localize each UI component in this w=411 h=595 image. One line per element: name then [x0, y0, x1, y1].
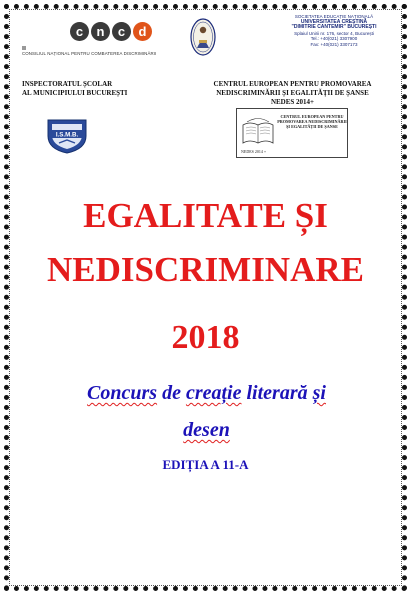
cncd-subtitle: CONSILIUL NAȚIONAL PENTRU COMBATEREA DISCRIMINĂRII	[22, 51, 157, 56]
main-title-line-1: EGALITATE ȘI	[83, 196, 328, 235]
university-fax: Fax: +40(021) 3307173	[310, 41, 358, 47]
contest-word: creație	[185, 382, 242, 404]
cncd-mark-icon	[22, 46, 26, 50]
cncd-letter: d	[133, 22, 152, 41]
cep-line: NEDES 2014+	[270, 98, 315, 106]
cncd-letter: c	[70, 22, 89, 41]
isj-line: AL MUNICIPIULUI BUCUREȘTI	[22, 89, 128, 97]
contest-subtitle-line-2	[40, 417, 373, 443]
contest-word: de	[157, 382, 186, 404]
university-line: SOCIETATEA EDUCAȚIE NAȚIONALĂ	[294, 14, 374, 19]
cep-line: NEDISCRIMINĂRII ȘI EGALITĂȚII DE ȘANSE	[216, 89, 369, 97]
cep-line: CENTRUL EUROPEAN PENTRU PROMOVAREA	[213, 80, 372, 88]
cncd-logo	[22, 22, 162, 64]
contest-word: și	[312, 382, 326, 404]
isj-line: INSPECTORATUL ȘCOLAR	[22, 80, 113, 88]
university-street: Splaiul Unirii nr. 176, sector 4, București	[294, 30, 374, 36]
cncd-letter: c	[112, 22, 131, 41]
cncd-letters	[70, 22, 152, 41]
edition-label: EDIȚIA A 11-A	[162, 457, 249, 472]
contest-word: Concurs	[87, 382, 158, 404]
cep-box-nedes: NEDES 2014 +	[241, 149, 267, 154]
cep-heading	[200, 80, 385, 107]
contest-subtitle-line-1	[40, 380, 373, 406]
main-title-line-2: NEDISCRIMINARE	[47, 250, 364, 289]
university-emblem-icon	[190, 18, 216, 56]
main-title-year: 2018	[171, 319, 240, 356]
isj-heading	[22, 80, 127, 98]
cep-box-text: CENTRUL EUROPEAN PENTRU PROMOVAREA NEDISCRIMINĂRII ȘI EGALITĂȚII DE ȘANSE	[277, 114, 347, 129]
university-tel: Tel.: +40(021) 3307900	[310, 36, 358, 42]
university-name: UNIVERSITATEA CREȘTINĂ	[300, 18, 368, 25]
contest-word: desen	[183, 419, 230, 441]
contest-word: literară	[241, 382, 313, 404]
university-name-2: "DIMITRIE CANTEMIR" BUCUREȘTI	[291, 24, 377, 31]
ismb-logo	[44, 116, 90, 154]
university-address	[284, 14, 384, 48]
ismb-logo-text: I.S.M.B.	[55, 131, 79, 139]
cncd-letter: n	[91, 22, 110, 41]
cep-logo-box	[236, 108, 348, 158]
open-book-icon	[241, 115, 275, 147]
